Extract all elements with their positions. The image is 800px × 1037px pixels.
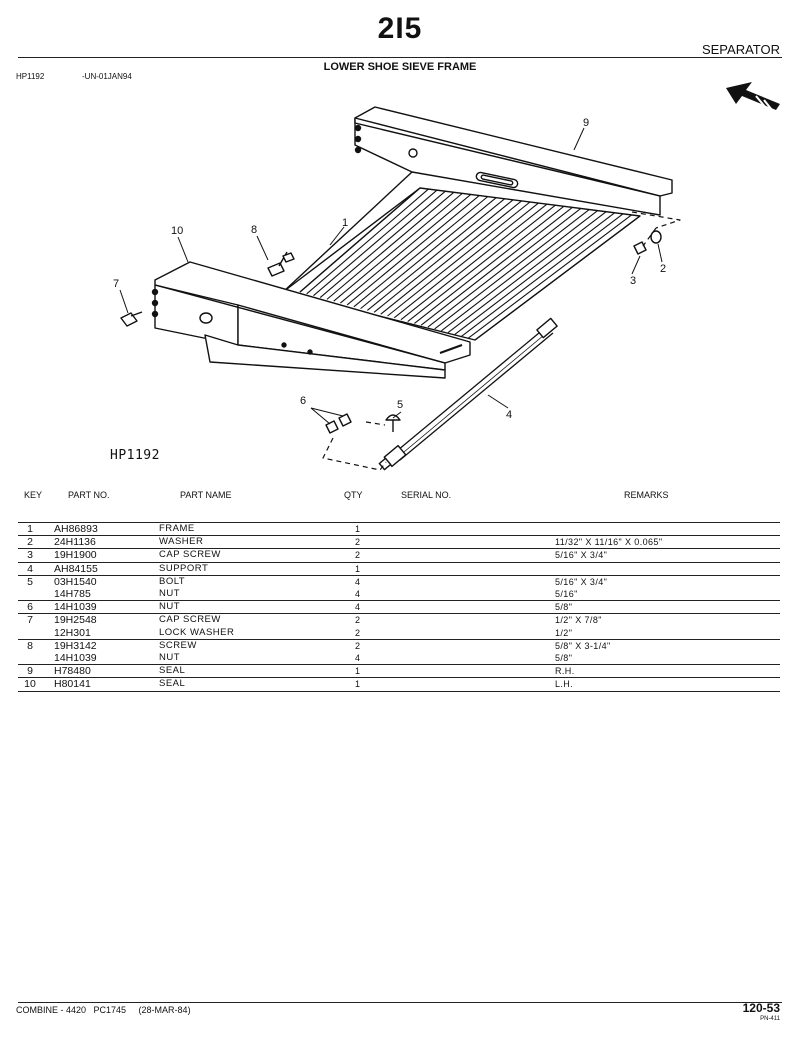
callout-2: 2 <box>660 263 667 275</box>
remarks-cell: L.H. <box>555 678 780 691</box>
serial-no-cell <box>445 665 555 678</box>
qty-cell: 2 <box>355 549 445 562</box>
footer-page-number: 120-53 <box>742 1001 780 1015</box>
diagram-label: HP1192 <box>110 448 160 463</box>
table-row <box>18 614 780 627</box>
remarks-cell: 5/8" <box>555 653 573 664</box>
key-cell: 10 <box>18 678 42 691</box>
table-row <box>18 678 780 691</box>
table-row <box>18 549 780 562</box>
part-name-cell: CAP SCREW <box>144 549 355 562</box>
qty-cell: 4 <box>355 589 361 600</box>
header-part-no: PART NO. <box>68 490 110 500</box>
part-name-cell: FRAME <box>144 523 355 536</box>
seal-rh-part <box>355 107 672 215</box>
part-no-cell: AH86893 <box>42 523 144 536</box>
remarks-cell: 5/8" <box>555 601 780 614</box>
section-title: SEPARATOR <box>701 42 780 57</box>
serial-no-cell <box>445 652 555 665</box>
key-cell: 7 <box>18 614 42 627</box>
exploded-parts-diagram <box>0 90 800 480</box>
callout-10: 10 <box>171 225 184 237</box>
qty-cell: 2 <box>355 627 361 638</box>
part-no-cell: 14H1039 <box>42 601 144 614</box>
footer-rule <box>18 1002 782 1003</box>
table-row <box>18 665 780 678</box>
serial-no-cell <box>445 562 555 575</box>
header-key: KEY <box>24 490 43 500</box>
remarks-cell: 5/16" X 3/4" <box>555 575 780 588</box>
callout-5: 5 <box>397 399 404 411</box>
serial-no-cell <box>445 678 555 691</box>
part-no-cell: 03H1540 <box>42 575 144 588</box>
part-name-cell: BOLT <box>144 575 355 588</box>
key-cell: 9 <box>18 665 42 678</box>
qty-cell: 2 <box>355 536 445 549</box>
part-name-cell: CAP SCREW <box>144 614 355 627</box>
key-cell: 1 <box>18 523 42 536</box>
key-cell: 6 <box>18 601 42 614</box>
part-name-cell: SEAL <box>144 678 355 691</box>
header-part-name: PART NAME <box>180 490 232 500</box>
figure-id: HP1192 <box>16 72 45 81</box>
part-no-cell: AH84155 <box>42 562 144 575</box>
qty-cell: 2 <box>355 614 445 627</box>
serial-no-cell <box>445 627 555 640</box>
key-cell: 5 <box>18 575 42 588</box>
remarks-cell <box>555 562 780 575</box>
serial-no-cell <box>445 588 555 601</box>
qty-cell: 4 <box>355 601 445 614</box>
footer-text: COMBINE - 4420 PC1745 (28-MAR-84) <box>16 1005 191 1015</box>
table-row <box>18 588 780 601</box>
table-row <box>18 639 780 652</box>
key-cell: 4 <box>18 562 42 575</box>
figure-date: -UN-01JAN94 <box>82 72 132 81</box>
header-remarks: REMARKS <box>624 490 669 500</box>
header-rule <box>18 57 782 58</box>
part-name-cell: WASHER <box>144 536 355 549</box>
page-number: 2I5 <box>377 12 423 45</box>
parts-table <box>18 522 780 692</box>
serial-no-cell <box>445 639 555 652</box>
serial-no-cell <box>445 523 555 536</box>
page-title: LOWER SHOE SIEVE FRAME <box>323 61 477 73</box>
callout-6: 6 <box>300 395 307 407</box>
callout-1: 1 <box>342 217 349 229</box>
part-no-cell: 19H1900 <box>42 549 144 562</box>
header-serial-no: SERIAL NO. <box>401 490 452 500</box>
remarks-cell: 11/32" X 11/16" X 0.065" <box>555 536 780 549</box>
qty-cell: 4 <box>355 653 361 664</box>
table-row <box>18 523 780 536</box>
remarks-cell: 5/8" X 3-1/4" <box>555 639 780 652</box>
remarks-cell: 5/16" X 3/4" <box>555 549 780 562</box>
table-row <box>18 575 780 588</box>
remarks-cell: 5/16" <box>555 589 578 600</box>
part-no-cell: 19H3142 <box>42 639 144 652</box>
footer-code: PN-411 <box>760 1016 780 1022</box>
part-name-cell: LOCK WASHER <box>159 626 235 638</box>
table-row <box>18 652 780 665</box>
part-name-cell: NUT <box>159 652 181 664</box>
qty-cell: 1 <box>355 562 445 575</box>
part-name-cell: SEAL <box>144 665 355 678</box>
remarks-cell <box>555 523 780 536</box>
part-name-cell: NUT <box>144 601 355 614</box>
key-cell: 2 <box>18 536 42 549</box>
serial-no-cell <box>445 575 555 588</box>
part-no-cell: H78480 <box>42 665 144 678</box>
table-row <box>18 627 780 640</box>
serial-no-cell <box>445 614 555 627</box>
key-cell: 8 <box>18 639 42 652</box>
qty-cell: 1 <box>355 665 445 678</box>
callout-9: 9 <box>583 117 590 129</box>
table-row <box>18 536 780 549</box>
serial-no-cell <box>445 549 555 562</box>
part-name-cell: SUPPORT <box>144 562 355 575</box>
part-name-cell: NUT <box>159 588 181 600</box>
key-cell <box>18 588 42 601</box>
callout-3: 3 <box>630 275 637 287</box>
table-row <box>18 601 780 614</box>
part-no-cell: 19H2548 <box>42 614 144 627</box>
part-no-cell: 24H1136 <box>42 536 144 549</box>
remarks-cell: 1/2" <box>555 627 573 638</box>
key-cell: 3 <box>18 549 42 562</box>
qty-cell: 4 <box>355 575 445 588</box>
key-cell <box>18 627 42 640</box>
qty-cell: 1 <box>355 523 445 536</box>
qty-cell: 1 <box>355 678 445 691</box>
part-name-cell: SCREW <box>144 639 355 652</box>
callout-8: 8 <box>251 224 258 236</box>
key-cell <box>18 652 42 665</box>
remarks-cell: R.H. <box>555 665 780 678</box>
qty-cell: 2 <box>355 639 445 652</box>
part-no-cell: 14H1039 <box>54 652 97 665</box>
part-no-cell: 12H301 <box>54 626 91 639</box>
part-no-cell: H80141 <box>42 678 144 691</box>
part-no-cell: 14H785 <box>54 588 91 601</box>
callout-4: 4 <box>506 409 513 421</box>
serial-no-cell <box>445 536 555 549</box>
serial-no-cell <box>445 601 555 614</box>
table-row <box>18 562 780 575</box>
remarks-cell: 1/2" X 7/8" <box>555 614 780 627</box>
callout-7: 7 <box>113 278 120 290</box>
header-qty: QTY <box>344 490 363 500</box>
